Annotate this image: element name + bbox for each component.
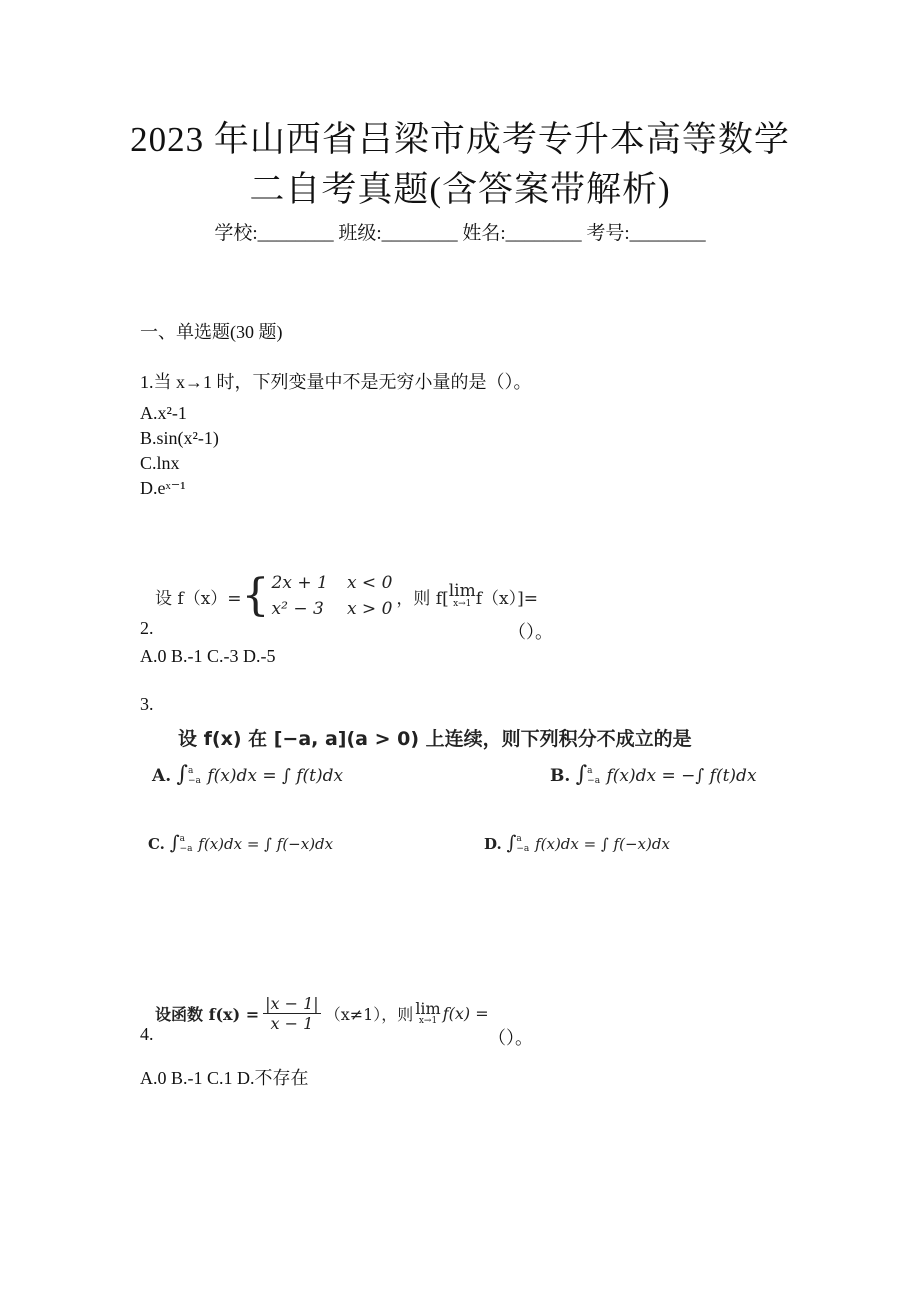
doc-title-line2: 二自考真题(含答案带解析) <box>249 170 671 209</box>
q4-formula-mid: （x≠1），则 <box>324 1004 414 1024</box>
q3-option-c-label: C. <box>148 835 165 853</box>
q2-answer-blank: （）。 <box>508 622 553 642</box>
q3-option-a-label: A. <box>152 766 172 786</box>
q4-limit <box>415 998 441 1026</box>
q2-formula-then: ，则 f[ <box>396 588 449 609</box>
q4-answer-blank: （）。 <box>488 1028 533 1048</box>
q4-options: A.0 B.-1 C.1 D.不存在 <box>140 1068 309 1088</box>
q2-case2-cond: x > 0 <box>346 599 393 619</box>
q3-option-b-limits: a −a <box>587 765 601 786</box>
q3-option-d-limits: a −a <box>516 834 530 854</box>
section-heading: 一、单选题(30 题) <box>140 322 283 342</box>
q3-option-c-limits: a −a <box>179 834 193 854</box>
integral-icon: ∫ <box>169 832 180 854</box>
integral-icon: ∫ <box>176 762 188 787</box>
q3-option-b-label: B. <box>550 766 571 786</box>
q2-options: A.0 B.-1 C.-3 D.-5 <box>140 646 276 666</box>
q1-option-c: C.lnx <box>140 453 180 473</box>
q3-option-d <box>484 832 670 855</box>
doc-title-line1: 2023 年山西省吕梁市成考专升本高等数学 <box>130 120 790 159</box>
q4-fraction <box>263 994 321 1033</box>
q4-number: 4. <box>140 1024 154 1044</box>
q3-option-a <box>152 762 343 787</box>
left-brace-icon: { <box>241 570 270 621</box>
student-info-line: 学校:________ 班级:________ 姓名:________ 考号:________ <box>214 223 706 244</box>
q2-case2-expr: x² − 3 <box>271 599 324 619</box>
q3-option-a-expr: f(x)dx = ∫ f(t)dx <box>207 766 344 786</box>
q1-stem: 1.当 x→1 时，下列变量中不是无穷小量的是（）。 <box>140 372 532 392</box>
q3-stem: 设 f(x) 在 [−a, a](a > 0) 上连续，则下列积分不成立的是 <box>178 728 692 750</box>
q2-case1-cond: x < 0 <box>346 573 393 593</box>
q2-formula-prefix: 设 f（x）= <box>155 588 242 609</box>
q4-fraction-denominator: x − 1 <box>270 1013 314 1033</box>
q3-option-c-expr: f(x)dx = ∫ f(−x)dx <box>198 835 334 853</box>
q1-option-d: D.eˣ⁻¹ <box>140 478 186 498</box>
q4-fraction-numerator: |x − 1| <box>265 993 319 1013</box>
lim-label: lim <box>448 581 476 601</box>
q1-option-b: B.sin(x²-1) <box>140 428 219 448</box>
q2-cases <box>272 570 393 622</box>
q1-option-a: A.x²-1 <box>140 403 187 423</box>
q3-option-c <box>148 832 333 855</box>
lim-sub: x→1 <box>453 599 472 609</box>
q3-option-d-expr: f(x)dx = ∫ f(−x)dx <box>535 835 670 853</box>
q2-formula-image <box>155 568 538 624</box>
lim-sub: x→1 <box>418 1015 438 1026</box>
q4-formula-tail: f(x) = <box>442 1003 489 1023</box>
q2-case1-expr: 2x + 1 <box>271 573 328 593</box>
integral-icon: ∫ <box>506 832 517 854</box>
q3-option-b <box>550 762 757 787</box>
integral-icon: ∫ <box>575 762 588 787</box>
q3-option-d-label: D. <box>484 835 502 853</box>
q4-formula-prefix: 设函数 f(x) = <box>155 1004 260 1024</box>
q3-number: 3. <box>140 694 154 714</box>
q2-limit <box>449 583 476 609</box>
q3-option-a-limits: a −a <box>187 765 201 786</box>
q4-formula-image <box>155 988 489 1038</box>
q2-formula-tail: f（x）]= <box>475 588 538 609</box>
q3-option-b-expr: f(x)dx = −∫ f(t)dx <box>606 766 757 786</box>
lim-label: lim <box>415 998 441 1018</box>
q2-number: 2. <box>140 618 154 638</box>
